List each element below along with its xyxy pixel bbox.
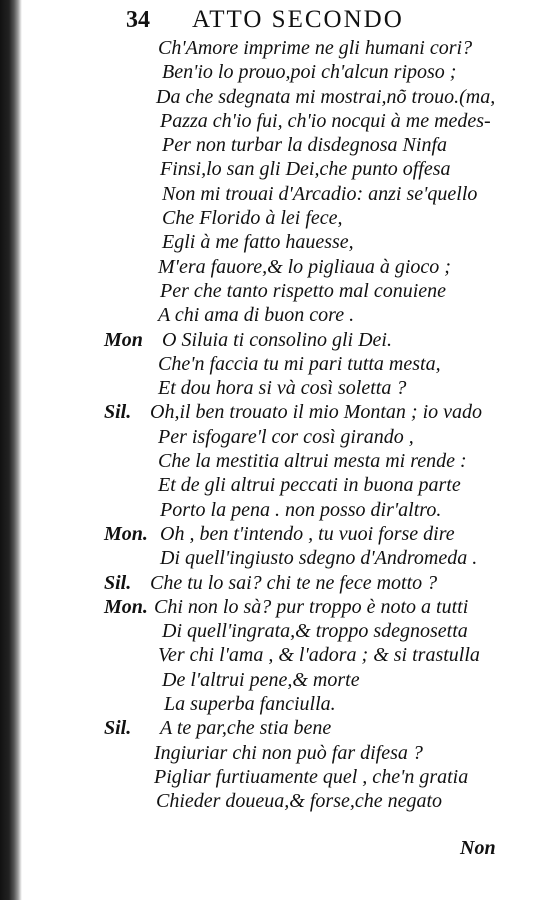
verse-text: A chi ama di buon core . [158, 304, 355, 327]
verse-line [0, 400, 542, 424]
running-head [126, 6, 526, 34]
verse-line [0, 85, 542, 109]
catchword: Non [460, 837, 496, 859]
verse-text: Chi non lo sà? pur troppo è noto a tutti [154, 595, 469, 618]
verse-line [0, 522, 542, 546]
verse-line [0, 643, 542, 667]
verse-line [0, 449, 542, 473]
verse-line [0, 36, 542, 60]
speaker-label: Sil. [104, 571, 132, 594]
verse-text-block [0, 36, 542, 814]
verse-line [0, 328, 542, 352]
verse-text: Pazza ch'io fui, ch'io nocqui à me medes- [160, 109, 491, 132]
verse-text: Per non turbar la disdegnosa Ninfa [162, 134, 448, 157]
verse-line [0, 230, 542, 254]
verse-line [0, 255, 542, 279]
verse-text: Ben'io lo prouo,poi ch'alcun riposo ; [162, 61, 457, 84]
verse-text: Da che sdegnata mi mostrai,nõ trouo.(ma, [156, 85, 496, 108]
verse-line [0, 206, 542, 230]
verse-text: Chieder doueua,& forse,che negato [156, 790, 443, 813]
verse-text: De l'altrui pene,& morte [162, 668, 360, 691]
verse-text: Per che tanto rispetto mal conuiene [160, 279, 447, 302]
verse-text: Pigliar furtiuamente quel , che'n gratia [154, 765, 469, 788]
verse-text: La superba fanciulla. [164, 693, 336, 716]
verse-text: Non mi trouai d'Arcadio: anzi se'quello [162, 182, 478, 205]
verse-line [0, 133, 542, 157]
verse-text: Per isfogare'l cor così girando , [158, 425, 414, 448]
speaker-label: Mon [104, 328, 143, 351]
verse-text: Ver chi l'ama , & l'adora ; & si trastulla [158, 644, 480, 667]
verse-text: Et de gli altrui peccati in buona parte [158, 474, 461, 497]
verse-line [0, 109, 542, 133]
running-title: ATTO SECONDO [192, 6, 404, 33]
verse-text: Ingiuriar chi non può far difesa ? [154, 741, 423, 764]
verse-text: M'era fauore,& lo pigliaua à gioco ; [158, 255, 451, 278]
verse-line [0, 595, 542, 619]
verse-text: Et dou hora si và così soletta ? [158, 377, 407, 400]
verse-text: Oh , ben t'intendo , tu vuoi forse dire [160, 522, 455, 545]
verse-line [0, 498, 542, 522]
verse-line [0, 279, 542, 303]
verse-line [0, 425, 542, 449]
speaker-label: Mon. [104, 595, 148, 618]
verse-line [0, 352, 542, 376]
verse-line [0, 619, 542, 643]
verse-text: A te par,che stia bene [160, 717, 332, 740]
verse-text: Ch'Amore imprime ne gli humani cori? [158, 37, 473, 59]
page-number: 34 [126, 7, 150, 33]
verse-line [0, 571, 542, 595]
verse-text: Che la mestitia altrui mesta mi rende : [158, 450, 467, 473]
verse-text: Che tu lo sai? chi te ne fece motto ? [150, 571, 438, 594]
speaker-label: Sil. [104, 401, 132, 424]
verse-text: O Siluia ti consolino gli Dei. [162, 328, 392, 351]
verse-line [0, 473, 542, 497]
verse-text: Che'n faccia tu mi pari tutta mesta, [158, 352, 441, 375]
verse-line [0, 741, 542, 765]
verse-text: Finsi,lo san gli Dei,che punto offesa [160, 158, 451, 181]
verse-line [0, 765, 542, 789]
verse-line [0, 716, 542, 740]
verse-text: Egli à me fatto hauesse, [162, 231, 354, 254]
speaker-label: Mon. [104, 522, 148, 545]
verse-line [0, 789, 542, 813]
verse-line [0, 182, 542, 206]
verse-line [0, 60, 542, 84]
verse-text: Di quell'ingiusto sdegno d'Andromeda . [160, 547, 478, 570]
verse-line [0, 692, 542, 716]
verse-text: Di quell'ingrata,& troppo sdegnosetta [162, 620, 468, 643]
verse-line [0, 668, 542, 692]
verse-line [0, 376, 542, 400]
speaker-label: Sil. [104, 717, 132, 740]
verse-text: Che Florido à lei fece, [162, 207, 343, 230]
verse-text: Oh,il ben trouato il mio Montan ; io vado [150, 401, 483, 424]
verse-text: Porto la pena . non posso dir'altro. [160, 498, 442, 521]
verse-line [0, 157, 542, 181]
verse-line [0, 303, 542, 327]
verse-line [0, 546, 542, 570]
